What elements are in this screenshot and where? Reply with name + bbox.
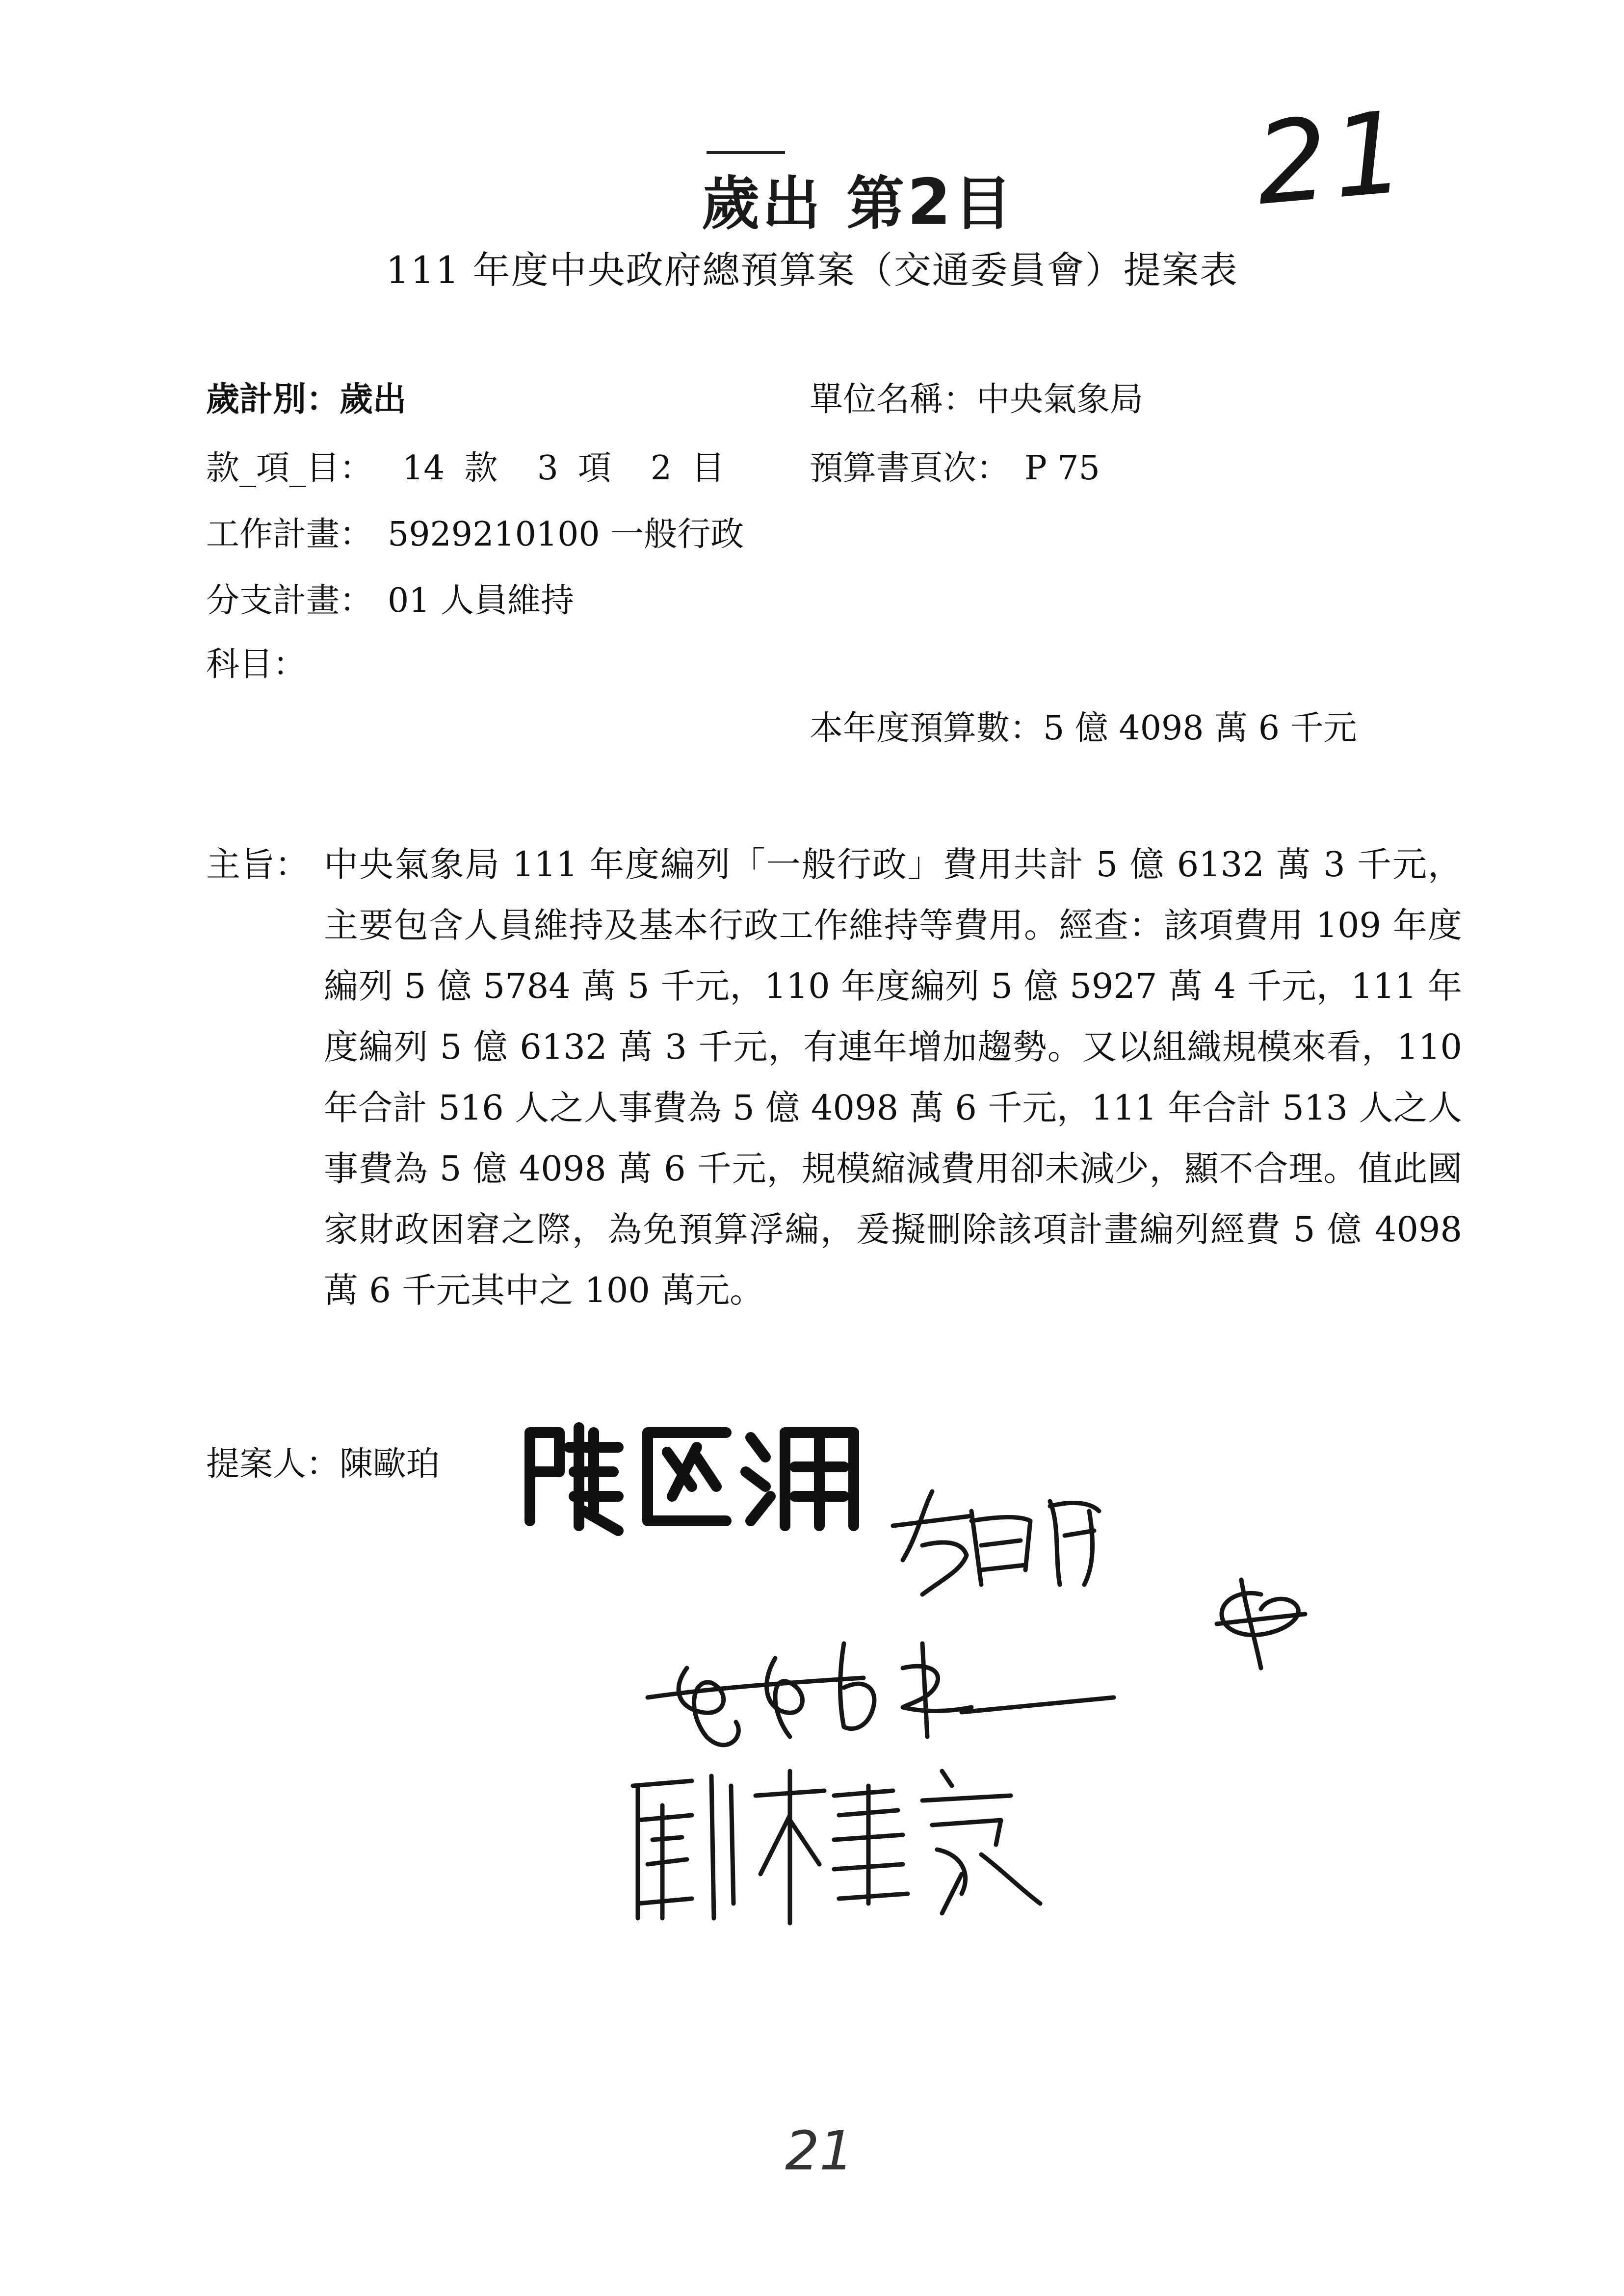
- work-plan-label: 工作計畫：: [206, 515, 373, 554]
- unit-value: 中央氣象局: [976, 380, 1144, 419]
- stamp-overline: [707, 151, 785, 154]
- signature-chen-jiao-hua: [628, 1482, 1339, 1771]
- budget-page-row: [810, 442, 1100, 489]
- subject-label: 科目：: [206, 645, 307, 684]
- mu-number: 2: [650, 449, 672, 488]
- purpose-section: [206, 834, 1462, 1321]
- mu-unit: 目: [691, 449, 725, 488]
- handwritten-page-number: 21: [1250, 86, 1415, 231]
- budget-page-value: P 75: [1024, 449, 1100, 488]
- stamp-heading-suffix: 目: [954, 169, 1015, 237]
- account-type-value: 歲出: [340, 380, 407, 419]
- kuan-unit: 款: [464, 449, 498, 488]
- proposer-label: 提案人：: [206, 1445, 340, 1484]
- budget-total-label: 本年度預算數：: [810, 709, 1044, 748]
- document-title: 111 年度中央政府總預算案（交通委員會）提案表: [386, 248, 1238, 292]
- work-plan-row: [206, 508, 744, 555]
- account-type-label: 歲計別：: [206, 380, 340, 419]
- unit-label: 單位名稱：: [810, 380, 977, 419]
- xiang-unit: 項: [577, 449, 611, 488]
- branch-plan-row: [206, 574, 574, 622]
- stamp-heading: [702, 157, 1015, 240]
- purpose-text: 中央氣象局 111 年度編列「一般行政」費用共計 5 億 6132 萬 3 千元，主要包含人員維持及基本行政工作維持等費用。經查：該項費用 109 年度編列 5 億 5784 萬 5 千元，110 年度編列 5 億 5927 萬 4 千元，111 年度編列 5 億 6132 萬 3 千元，有連年增加趨勢。又以組織規模來看，110 年合計 516 人之人事費為 5 億 4098 萬 6 千元，111 年合計 513 人之人事費為 5 億 4098 萬 6 千元，規模縮減費用卻未減少，顯不合理。值此國家財政困窘之際，為免預算浮編，爰擬刪除該項計畫編列經費 5 億 4098 萬 6 千元其中之 100 萬元。: [324, 844, 1462, 1310]
- kuan-number: 14: [402, 449, 445, 488]
- account-type-row: [206, 373, 406, 420]
- signature-liu-zhao-hao: [618, 1756, 1084, 1943]
- purpose-label: 主旨：: [206, 844, 309, 885]
- proposer-row: [206, 1437, 440, 1485]
- budget-total-row: [810, 702, 1357, 749]
- subject-row: [206, 638, 306, 685]
- stamp-heading-prefix: 歲出 第: [702, 169, 908, 237]
- budget-total-value: 5 億 4098 萬 6 千元: [1043, 709, 1357, 748]
- kuan-xiang-mu-row: [206, 442, 725, 489]
- bottom-handwritten-number: 21: [785, 2119, 854, 2182]
- stamp-heading-number: 2: [907, 166, 954, 239]
- branch-plan-label: 分支計畫：: [206, 581, 373, 620]
- budget-page-label: 預算書頁次：: [810, 449, 1010, 488]
- branch-plan-value: 01 人員維持: [388, 581, 575, 620]
- xiang-number: 3: [537, 449, 558, 488]
- proposer-name: 陳歐珀: [340, 1445, 440, 1484]
- unit-row: [810, 373, 1143, 420]
- work-plan-value: 5929210100 一般行政: [388, 515, 744, 554]
- kxm-label: 款_項_目：: [206, 449, 373, 488]
